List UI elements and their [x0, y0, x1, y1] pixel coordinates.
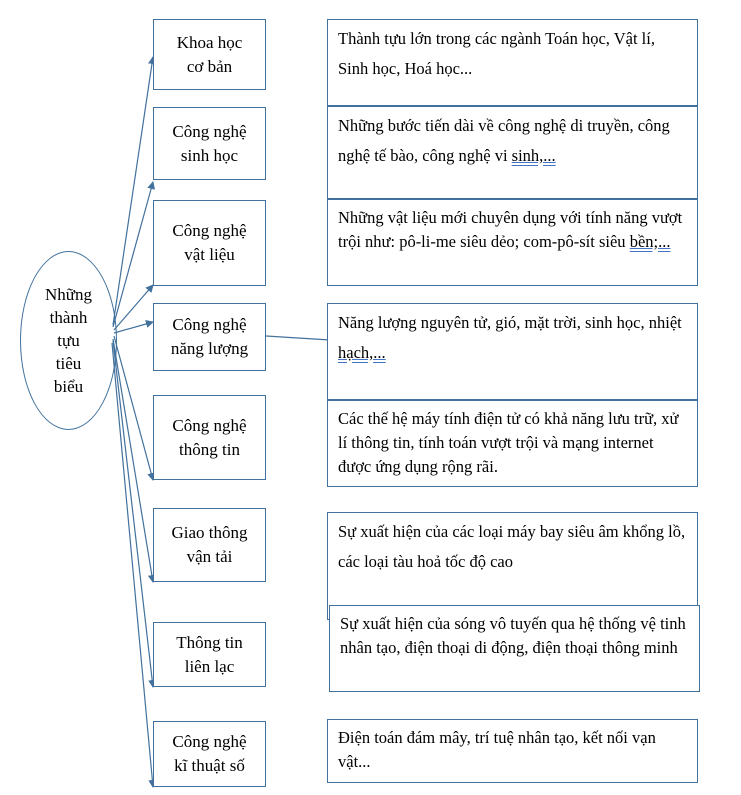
description-text: Những bước tiến dài về công nghệ di truyền, công nghệ tế bào, công nghệ vi	[338, 116, 670, 165]
description-box-thong-tin	[327, 400, 698, 487]
center-label-line: biểu	[53, 377, 84, 396]
category-label: Công nghệ	[172, 221, 247, 240]
description-box-vat-lieu	[327, 199, 698, 286]
category-label: cơ bản	[186, 56, 233, 76]
description-box-khoa-hoc	[327, 19, 698, 106]
category-label: vận tải	[186, 547, 233, 566]
description-box-lien-lac	[329, 605, 700, 692]
center-label-line: Những	[45, 285, 92, 304]
category-box-ki-thuat-so	[153, 721, 266, 787]
connector-arrow-ki-thuat-so	[112, 343, 153, 787]
center-label-line: thành	[49, 308, 88, 327]
category-label: Giao thông	[171, 523, 248, 542]
center-label-line: tựu	[57, 331, 80, 350]
connector-arrow-giao-thong	[113, 339, 153, 582]
center-label-line: tiêu	[55, 354, 82, 373]
category-box-sinh-hoc	[153, 107, 266, 180]
center-oval	[20, 251, 117, 430]
category-label: Công nghệ	[172, 732, 247, 751]
category-label: liên lạc	[184, 656, 235, 676]
description-box-ki-thuat-so	[327, 719, 698, 783]
description-text: Thành tựu lớn trong các ngành Toán học, Vật lí, Sinh học, Hoá học...	[338, 29, 655, 78]
category-box-thong-tin	[153, 395, 266, 480]
category-box-giao-thong	[153, 508, 266, 582]
connector-line-nang-luong	[266, 336, 330, 340]
description-underlined-text: sinh,...	[511, 146, 556, 165]
description-underlined-text: hạch,...	[338, 343, 386, 362]
description-text: Sự xuất hiện của các loại máy bay siêu âm khổng lồ, các loại tàu hoả tốc độ cao	[338, 522, 686, 571]
category-label: Khoa học	[176, 32, 243, 52]
category-label: Công nghệ	[172, 121, 247, 141]
connector-arrow-sinh-hoc	[113, 182, 153, 327]
category-label: thông tin	[179, 439, 240, 459]
description-text: Điện toán đám mây, trí tuệ nhân tạo, kết nối vạn vật...	[338, 728, 656, 771]
category-label: Công nghệ	[172, 415, 247, 435]
connector-arrow-thong-tin	[114, 336, 153, 480]
category-box-nang-luong	[153, 303, 266, 371]
description-text: Những vật liệu mới chuyên dụng với tính năng vượt trội như: pô-li-me siêu dẻo; com-pô-sít siêu	[338, 208, 683, 251]
description-text: Các thế hệ máy tính điện tử có khả năng lưu trữ, xử lí thông tin, tính toán vượt trội và mạng internet được ứng dụng rộng rãi.	[338, 409, 679, 476]
connector-arrow-khoa-hoc	[113, 57, 153, 325]
category-label: Thông tin	[176, 632, 243, 652]
center-label	[45, 283, 92, 398]
description-box-nang-luong	[327, 303, 698, 400]
description-text: Sự xuất hiện của sóng vô tuyến qua hệ thống vệ tinh nhân tạo, điện thoại di động, điện thoại thông minh	[340, 614, 686, 657]
connector-arrow-lien-lac	[113, 341, 153, 687]
description-box-giao-thong	[327, 512, 698, 620]
category-label: năng lượng	[170, 339, 249, 358]
category-box-vat-lieu	[153, 200, 266, 286]
category-label: kĩ thuật số	[174, 756, 245, 775]
category-label: Công nghệ	[172, 315, 247, 334]
category-label: sinh học	[180, 145, 239, 165]
description-text: Năng lượng nguyên tử, gió, mặt trời, sinh học, nhiệt	[338, 313, 682, 332]
description-box-sinh-hoc	[327, 106, 698, 199]
description-underlined-text: bền;...	[629, 232, 671, 251]
category-box-lien-lac	[153, 622, 266, 687]
category-label: vật liệu	[184, 245, 235, 264]
category-box-khoa-hoc	[153, 19, 266, 90]
